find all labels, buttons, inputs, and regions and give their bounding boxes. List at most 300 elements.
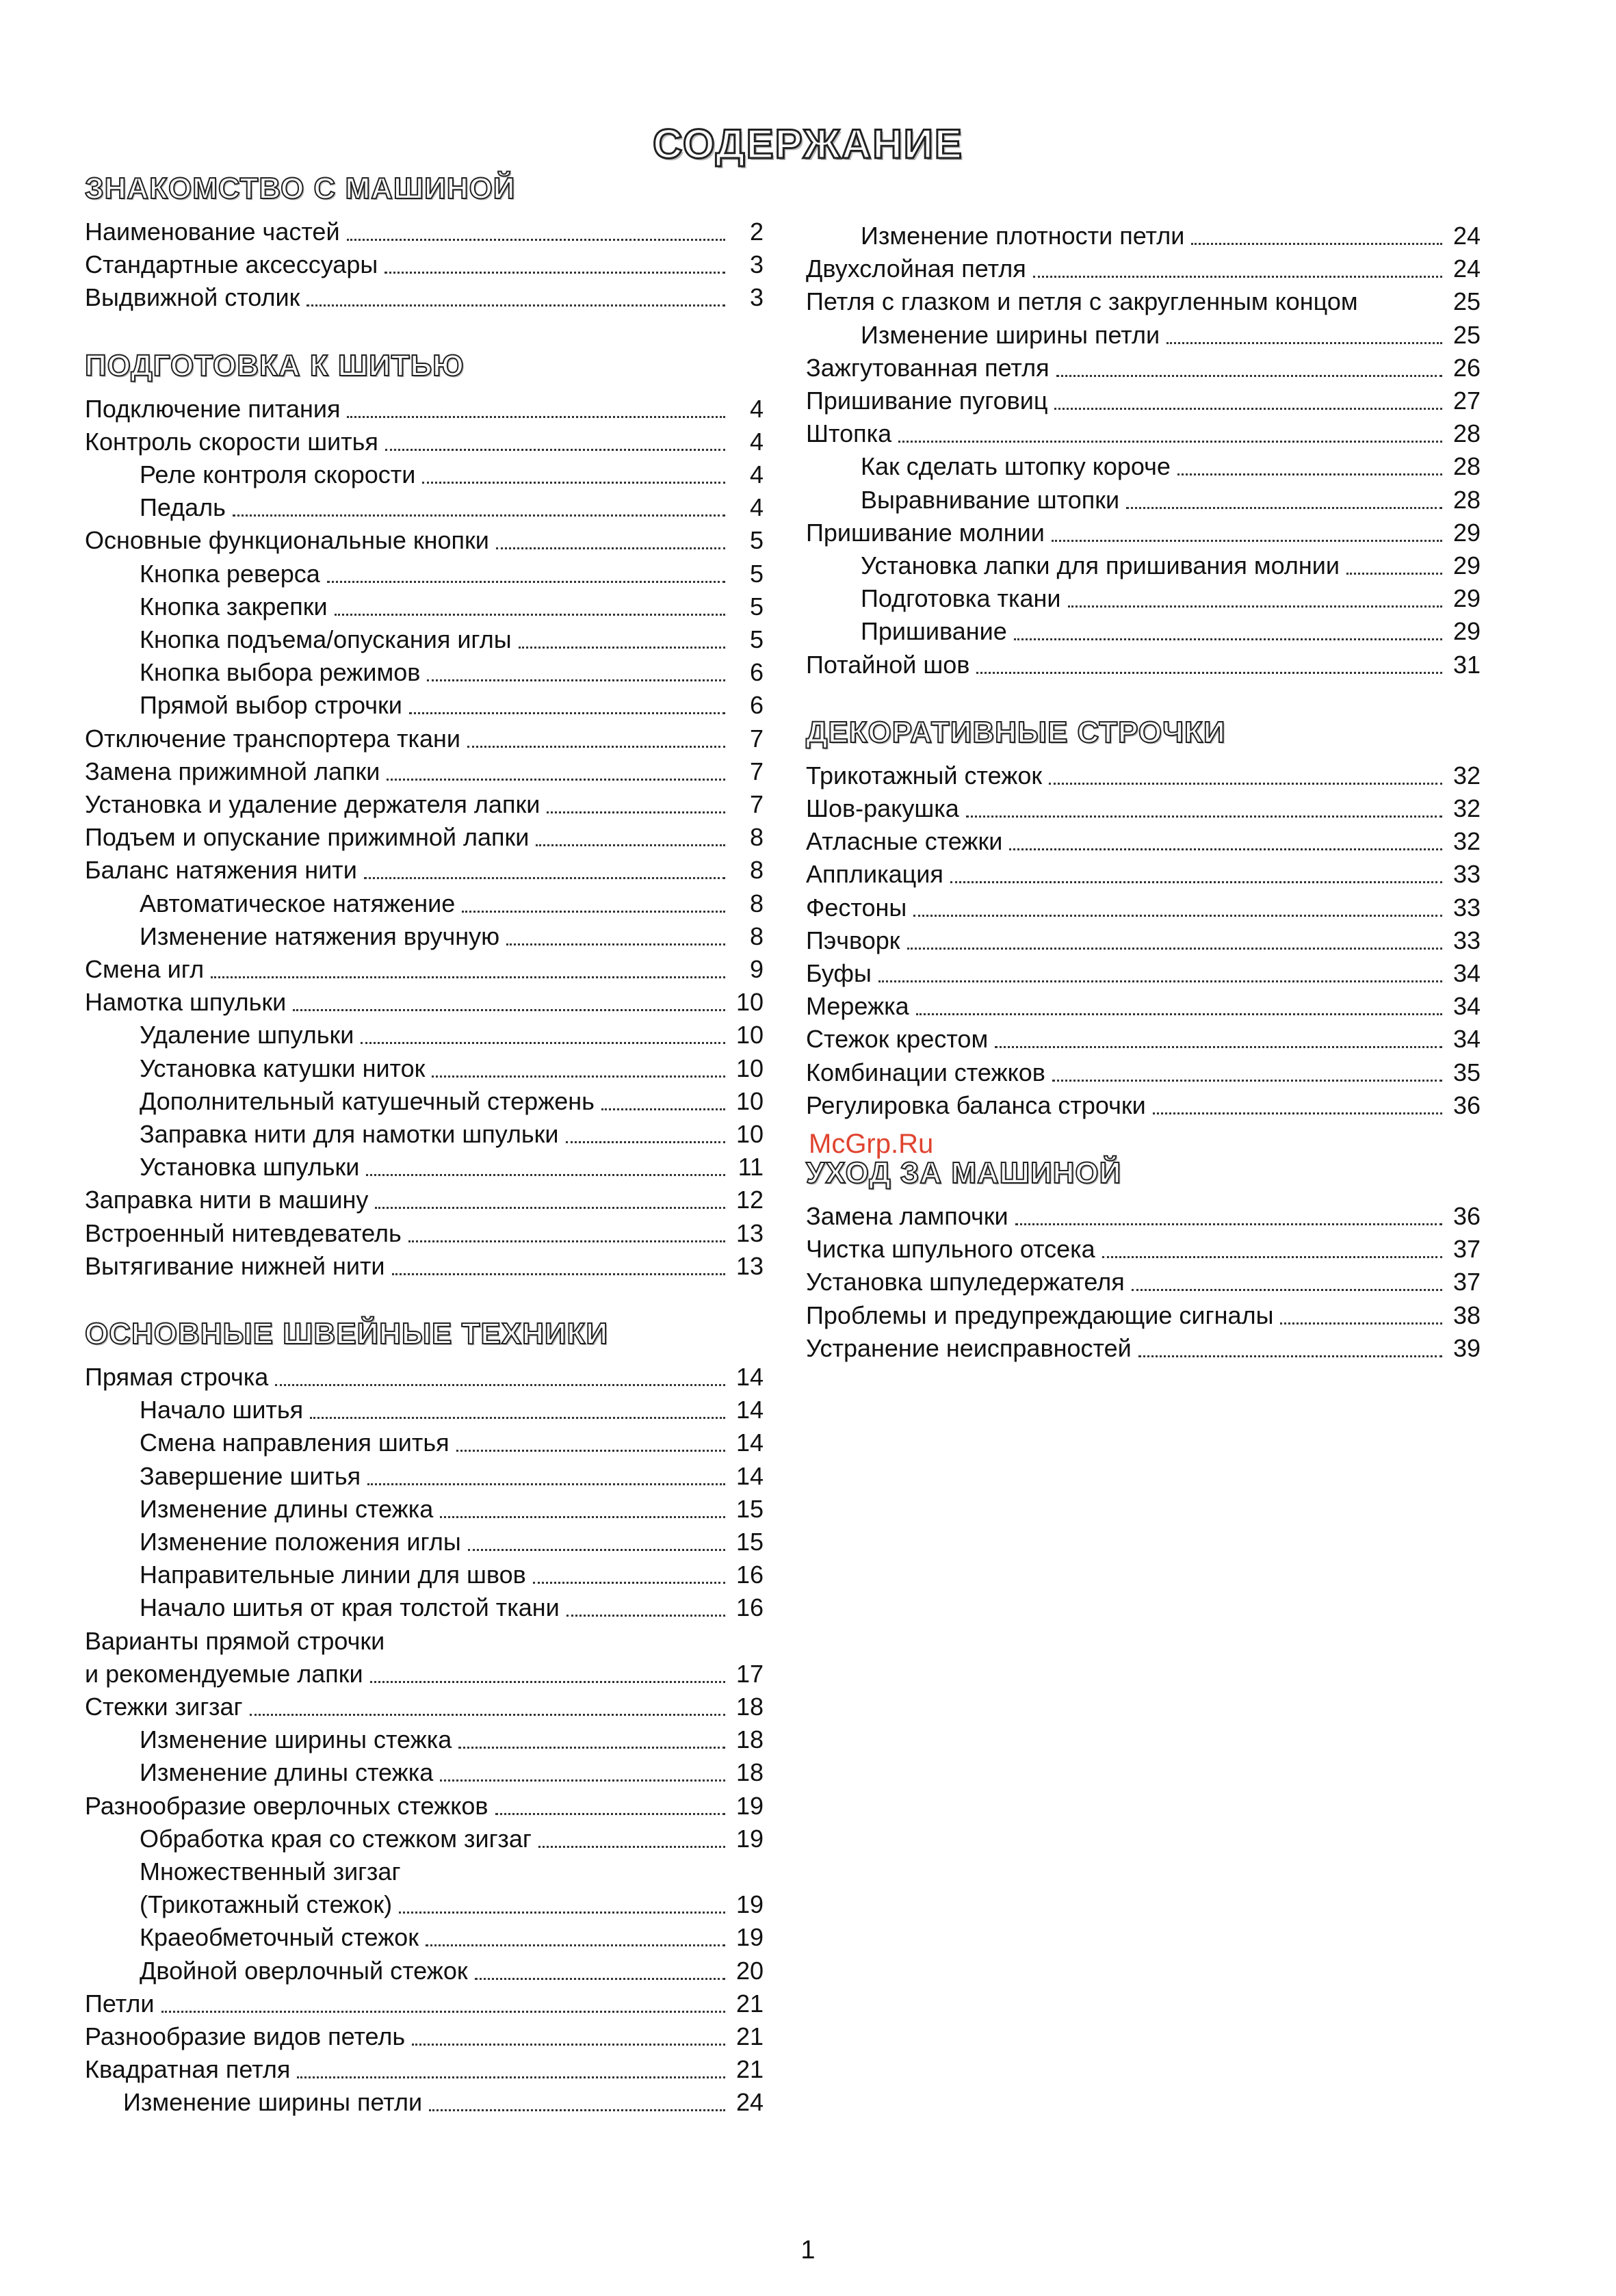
dot-leader: [250, 1707, 725, 1716]
dot-leader: [1280, 1316, 1442, 1325]
dot-leader: [429, 2102, 725, 2111]
toc-entry[interactable]: [85, 1394, 764, 1426]
dot-leader: [1049, 776, 1442, 785]
toc-entry-label: Изменение ширины петли: [123, 2088, 423, 2117]
toc-entry-page: 19: [735, 1791, 764, 1820]
toc-entry-page: 8: [749, 922, 764, 950]
dot-leader: [440, 1509, 725, 1518]
toc-entry-label: Атласные стежки: [806, 827, 1003, 856]
toc-entry-label: Кнопка подъема/опускания иглы: [140, 625, 512, 653]
toc-entry[interactable]: [85, 525, 764, 556]
toc-entry[interactable]: [85, 1493, 764, 1525]
toc-entry[interactable]: [806, 826, 1481, 857]
toc-entry-label: Изменение длины стежка: [140, 1758, 434, 1787]
toc-entry[interactable]: [85, 1626, 764, 1657]
toc-entry-page: 17: [735, 1659, 764, 1688]
toc-entry-page: 14: [735, 1396, 764, 1424]
dot-leader: [161, 2004, 725, 2013]
toc-entry-label: Чистка шпульного отсека: [806, 1235, 1095, 1264]
toc-entry-label: Подключение питания: [85, 394, 341, 423]
dot-leader: [495, 1806, 725, 1815]
dot-leader: [1126, 500, 1442, 509]
toc-entry-label: Регулировка баланса строчки: [806, 1091, 1146, 1119]
dot-leader: [422, 475, 725, 484]
toc-entry-page: 8: [749, 823, 764, 852]
toc-entry[interactable]: [806, 286, 1481, 317]
toc-entry-label: Квадратная петля: [85, 2055, 291, 2084]
toc-entry-page: 24: [1452, 222, 1481, 250]
toc-entry[interactable]: [806, 616, 1481, 647]
toc-entry-page: 28: [1452, 452, 1481, 481]
toc-entry-label: Устранение неисправностей: [806, 1333, 1132, 1362]
toc-entry[interactable]: [85, 1988, 764, 2020]
toc-entry-label: Стежки зигзаг: [85, 1693, 243, 1721]
toc-entry-page: 7: [749, 724, 764, 753]
section-heading: ОСНОВНЫЕ ШВЕЙНЫЕ ТЕХНИКИ: [85, 1317, 609, 1351]
toc-entry-label: Подготовка ткани: [861, 584, 1061, 613]
toc-entry-page: 32: [1452, 794, 1481, 822]
dot-leader: [233, 508, 725, 517]
toc-entry[interactable]: [85, 1427, 764, 1459]
toc-entry[interactable]: [85, 426, 764, 458]
toc-entry[interactable]: [85, 1559, 764, 1591]
toc-entry-label: Подъем и опускание прижимной лапки: [85, 823, 530, 852]
toc-entry[interactable]: [85, 1251, 764, 1282]
toc-entry[interactable]: [85, 987, 764, 1018]
toc-entry-label: Отключение транспортера ткани: [85, 724, 460, 753]
toc-entry-label: Установка шпуледержателя: [806, 1268, 1125, 1296]
toc-entry-label: Направительные линии для швов: [140, 1561, 526, 1589]
dot-leader: [1346, 566, 1442, 575]
dot-leader: [347, 232, 725, 241]
toc-entry-label: Зажгутованная петля: [806, 353, 1050, 382]
toc-entry[interactable]: [85, 1086, 764, 1117]
dot-leader: [533, 1575, 725, 1584]
toc-entry[interactable]: [806, 583, 1481, 614]
dot-leader: [519, 640, 725, 649]
toc-entry[interactable]: [806, 1300, 1481, 1331]
toc-entry[interactable]: [85, 1461, 764, 1492]
toc-entry-label: Потайной шов: [806, 650, 970, 679]
dot-leader: [392, 1266, 725, 1275]
toc-entry[interactable]: [85, 2054, 764, 2085]
toc-entry[interactable]: [806, 1023, 1481, 1055]
toc-entry-page: 21: [735, 2022, 764, 2050]
toc-entry[interactable]: [806, 1333, 1481, 1364]
toc-entry[interactable]: [806, 649, 1481, 681]
toc-entry-page: 25: [1452, 320, 1481, 349]
dot-leader: [1056, 368, 1442, 377]
toc-entry-page: 37: [1452, 1235, 1481, 1264]
toc-entry[interactable]: [85, 822, 764, 853]
toc-entry-page: 6: [749, 658, 764, 687]
toc-entry[interactable]: [85, 249, 764, 281]
toc-entry[interactable]: [85, 591, 764, 623]
toc-entry-page: 36: [1452, 1091, 1481, 1119]
toc-entry-page: 29: [1452, 551, 1481, 579]
toc-entry-label: Двухслойная петля: [806, 255, 1026, 283]
toc-entry-page: 34: [1452, 992, 1481, 1021]
toc-entry-page: 25: [1452, 287, 1481, 316]
toc-entry-label: Контроль скорости шитья: [85, 427, 378, 456]
toc-entry[interactable]: [806, 925, 1481, 956]
toc-entry[interactable]: [806, 991, 1481, 1022]
dot-leader: [547, 805, 725, 813]
toc-entry-label: Стежок крестом: [806, 1025, 989, 1054]
dot-leader: [409, 705, 725, 714]
toc-entry[interactable]: [85, 393, 764, 425]
toc-entry[interactable]: [85, 216, 764, 248]
toc-entry-label: Выдвижной столик: [85, 283, 300, 312]
toc-entry-label: Пришивание пуговиц: [806, 387, 1048, 415]
toc-entry[interactable]: [806, 1057, 1481, 1088]
toc-entry[interactable]: [806, 1266, 1481, 1298]
toc-entry-label: Встроенный нитевдеватель: [85, 1218, 402, 1247]
dot-leader: [426, 1938, 725, 1946]
dot-leader: [310, 1410, 725, 1419]
toc-entry[interactable]: [85, 690, 764, 721]
toc-entry-label: Как сделать штопку короче: [861, 452, 1171, 481]
page-title: СОДЕРЖАНИЕ: [653, 121, 963, 167]
dot-leader: [467, 739, 725, 748]
toc-entry-page: 2: [749, 218, 764, 246]
toc-entry-label: Пэчворк: [806, 926, 900, 954]
toc-entry[interactable]: [85, 1856, 764, 1888]
toc-entry-page: 4: [749, 394, 764, 423]
toc-entry[interactable]: [806, 859, 1481, 890]
toc-entry[interactable]: [85, 1592, 764, 1623]
toc-entry-page: 4: [749, 460, 764, 488]
dot-leader: [385, 265, 725, 274]
toc-entry-label: Кнопка выбора режимов: [140, 658, 421, 687]
toc-entry-label: Вытягивание нижней нити: [85, 1251, 385, 1280]
dot-leader: [1068, 599, 1442, 608]
toc-entry[interactable]: [85, 1151, 764, 1183]
toc-entry-page: 5: [749, 592, 764, 621]
toc-entry-label: Изменение ширины стежка: [140, 1725, 452, 1754]
dot-leader: [566, 1134, 725, 1143]
toc-entry-page: 34: [1452, 959, 1481, 987]
toc-entry-page: 32: [1452, 761, 1481, 790]
toc-entry[interactable]: [85, 1790, 764, 1822]
toc-entry-page: 10: [735, 1120, 764, 1148]
toc-entry[interactable]: [85, 1889, 764, 1920]
toc-entry[interactable]: [806, 253, 1481, 285]
toc-entry-label: Основные функциональные кнопки: [85, 526, 489, 555]
toc-entry-page: 10: [735, 988, 764, 1017]
toc-entry[interactable]: [85, 1526, 764, 1558]
dot-leader: [327, 574, 725, 583]
toc-entry-label: Прямой выбор строчки: [140, 691, 402, 720]
dot-leader: [211, 969, 725, 978]
dot-leader: [898, 434, 1442, 443]
toc-entry-page: 34: [1452, 1025, 1481, 1054]
toc-entry-label: Наименование частей: [85, 218, 340, 246]
toc-entry-page: 13: [735, 1218, 764, 1247]
dot-leader: [907, 941, 1442, 950]
toc-entry-page: 10: [735, 1021, 764, 1049]
toc-entry-label: Смена направления шитья: [140, 1429, 449, 1457]
section-heading: ДЕКОРАТИВНЫЕ СТРОЧКИ: [806, 715, 1226, 749]
toc-entry-label: Установка и удаление держателя лапки: [85, 790, 540, 818]
toc-entry-page: 16: [735, 1593, 764, 1622]
dot-leader: [462, 904, 725, 913]
dot-leader: [385, 442, 725, 451]
toc-entry-label: Штопка: [806, 419, 892, 448]
toc-entry[interactable]: [85, 2087, 764, 2118]
toc-entry-label: Изменение ширины петли: [861, 320, 1160, 349]
toc-entry[interactable]: [806, 1201, 1481, 1232]
toc-entry[interactable]: [85, 459, 764, 491]
toc-entry[interactable]: [85, 558, 764, 590]
dot-leader: [538, 1839, 725, 1848]
toc-entry-page: 32: [1452, 827, 1481, 856]
toc-entry[interactable]: [806, 385, 1481, 417]
toc-entry-page: 24: [735, 2088, 764, 2117]
toc-entry[interactable]: [85, 282, 764, 313]
toc-entry-label: Трикотажный стежок: [806, 761, 1043, 790]
toc-entry[interactable]: [806, 760, 1481, 792]
toc-entry[interactable]: [85, 2021, 764, 2052]
toc-entry[interactable]: [85, 1184, 764, 1216]
toc-entry[interactable]: [806, 220, 1481, 252]
dot-leader: [995, 1039, 1442, 1048]
toc-entry-label: Реле контроля скорости: [140, 460, 416, 488]
dot-leader: [496, 540, 725, 549]
toc-entry-page: 3: [749, 250, 764, 279]
toc-entry[interactable]: [85, 1658, 764, 1690]
toc-entry[interactable]: [85, 921, 764, 952]
toc-entry-page: 27: [1452, 387, 1481, 415]
dot-leader: [364, 870, 725, 879]
toc-entry[interactable]: [806, 451, 1481, 482]
toc-entry[interactable]: [85, 1724, 764, 1756]
toc-entry-page: 5: [749, 559, 764, 588]
dot-leader: [366, 1167, 725, 1176]
dot-leader: [293, 1002, 725, 1011]
toc-entry-label: Установка лапки для пришивания молнии: [861, 551, 1340, 579]
toc-entry-page: 36: [1452, 1202, 1481, 1230]
toc-entry[interactable]: [85, 954, 764, 985]
toc-entry-label: Завершение шитья: [140, 1461, 361, 1490]
toc-entry[interactable]: [806, 484, 1481, 516]
dot-leader: [456, 1443, 725, 1452]
toc-entry-page: 4: [749, 493, 764, 522]
toc-entry[interactable]: [806, 1234, 1481, 1265]
toc-entry-page: 15: [735, 1494, 764, 1523]
toc-entry[interactable]: [85, 1922, 764, 1953]
toc-entry-page: 29: [1452, 518, 1481, 547]
dot-leader: [536, 837, 725, 846]
toc-entry-label: Установка катушки ниток: [140, 1054, 426, 1082]
toc-entry[interactable]: [85, 1361, 764, 1393]
toc-entry-page: 24: [1452, 255, 1481, 283]
toc-entry-label: Краеобметочный стежок: [140, 1923, 419, 1952]
dot-leader: [1014, 631, 1442, 640]
dot-leader: [367, 1476, 725, 1485]
toc-entry-page: 19: [735, 1824, 764, 1853]
toc-entry[interactable]: [85, 1218, 764, 1249]
toc-entry-page: 20: [735, 1956, 764, 1985]
toc-entry-page: 16: [735, 1561, 764, 1589]
toc-entry[interactable]: [85, 1757, 764, 1788]
page-number: 1: [800, 2236, 816, 2265]
dot-leader: [427, 673, 725, 681]
dot-leader: [950, 874, 1442, 883]
toc-entry[interactable]: [806, 319, 1481, 351]
toc-entry-label: Дополнительный катушечный стержень: [140, 1086, 595, 1115]
toc-entry[interactable]: [85, 624, 764, 655]
toc-entry-label: Заправка нити для намотки шпульки: [140, 1120, 559, 1148]
toc-entry-label: Изменение натяжения вручную: [140, 922, 500, 950]
toc-entry-label: Удаление шпульки: [140, 1021, 354, 1049]
toc-entry[interactable]: [85, 789, 764, 820]
dot-leader: [1033, 269, 1442, 278]
dot-leader: [1138, 1348, 1442, 1357]
dot-leader: [432, 1069, 725, 1078]
toc-entry-label: Множественный зигзаг: [140, 1857, 401, 1886]
toc-entry[interactable]: [806, 550, 1481, 582]
toc-entry[interactable]: [85, 756, 764, 787]
toc-entry-label: Кнопка закрепки: [140, 592, 328, 621]
toc-entry-page: 18: [735, 1693, 764, 1721]
toc-entry-label: Мережка: [806, 992, 909, 1021]
dot-leader: [412, 2037, 725, 2046]
toc-entry-page: 37: [1452, 1268, 1481, 1296]
toc-entry[interactable]: [806, 418, 1481, 449]
dot-leader: [1054, 401, 1442, 410]
toc-entry-label: (Трикотажный стежок): [140, 1890, 393, 1919]
toc-entry-label: и рекомендуемые лапки: [85, 1659, 363, 1688]
toc-entry-page: 28: [1452, 485, 1481, 514]
dot-leader: [387, 772, 725, 781]
toc-entry-label: Шов-ракушка: [806, 794, 959, 822]
toc-entry-page: 7: [749, 790, 764, 818]
toc-entry-page: 29: [1452, 617, 1481, 646]
toc-entry-page: 38: [1452, 1301, 1481, 1329]
toc-entry[interactable]: [806, 1090, 1481, 1121]
dot-leader: [408, 1234, 725, 1242]
toc-entry-label: Смена игл: [85, 955, 205, 983]
toc-entry-label: Фестоны: [806, 893, 907, 922]
toc-entry[interactable]: [85, 657, 764, 688]
dot-leader: [966, 809, 1442, 818]
toc-entry-page: 10: [735, 1054, 764, 1082]
dot-leader: [1015, 1216, 1442, 1225]
toc-entry-label: Изменение длины стежка: [140, 1494, 434, 1523]
toc-entry[interactable]: [85, 855, 764, 886]
toc-entry[interactable]: [806, 352, 1481, 384]
toc-entry-page: 15: [735, 1528, 764, 1556]
toc-entry-label: Варианты прямой строчки: [85, 1626, 385, 1655]
section-heading: ПОДГОТОВКА К ШИТЬЮ: [85, 348, 465, 382]
dot-leader: [1009, 842, 1442, 850]
dot-leader: [1153, 1106, 1442, 1114]
dot-leader: [1052, 533, 1442, 542]
toc-entry-label: Двойной оверлочный стежок: [140, 1956, 468, 1985]
toc-entry-label: Пришивание молнии: [806, 518, 1045, 547]
dot-leader: [399, 1905, 725, 1914]
toc-entry-page: 3: [749, 283, 764, 312]
toc-entry[interactable]: [806, 958, 1481, 989]
toc-entry[interactable]: [85, 723, 764, 755]
toc-entry-label: Замена лампочки: [806, 1202, 1008, 1230]
dot-leader: [506, 937, 725, 945]
dot-leader: [468, 1542, 725, 1551]
dot-leader: [1167, 335, 1442, 344]
section-heading: ЗНАКОМСТВО С МАШИНОЙ: [85, 172, 516, 205]
toc-entry-label: Намотка шпульки: [85, 988, 287, 1017]
toc-entry[interactable]: [85, 888, 764, 919]
dot-leader: [601, 1101, 725, 1110]
dot-leader: [878, 974, 1442, 982]
toc-entry-label: Петля с глазком и петля с закругленным концом: [806, 287, 1358, 316]
toc-entry-page: 14: [735, 1363, 764, 1391]
toc-entry-page: 14: [735, 1429, 764, 1457]
dot-leader: [976, 665, 1442, 674]
toc-entry[interactable]: [85, 1053, 764, 1084]
watermark: McGrp.Ru: [809, 1129, 934, 1159]
toc-entry-page: 10: [735, 1086, 764, 1115]
toc-entry-page: 29: [1452, 584, 1481, 613]
toc-entry-label: Петли: [85, 1989, 155, 2018]
toc-entry[interactable]: [85, 492, 764, 523]
toc-entry-page: 12: [735, 1186, 764, 1214]
toc-entry-page: 5: [749, 625, 764, 653]
toc-entry-page: 18: [735, 1725, 764, 1754]
dot-leader: [1102, 1249, 1442, 1258]
dot-leader: [1191, 236, 1442, 245]
toc-entry[interactable]: [806, 517, 1481, 549]
toc-entry-page: 33: [1452, 893, 1481, 922]
toc-entry[interactable]: [806, 892, 1481, 924]
toc-entry[interactable]: [85, 1019, 764, 1051]
dot-leader: [275, 1377, 725, 1386]
toc-entry-page: 13: [735, 1251, 764, 1280]
dot-leader: [370, 1674, 725, 1683]
dot-leader: [297, 2070, 725, 2078]
toc-entry-label: Разнообразие видов петель: [85, 2022, 406, 2050]
dot-leader: [1177, 467, 1442, 475]
dot-leader: [335, 607, 725, 616]
toc-entry-page: 8: [749, 889, 764, 917]
toc-entry[interactable]: [806, 793, 1481, 824]
toc-entry-page: 33: [1452, 926, 1481, 954]
dot-leader: [361, 1035, 725, 1044]
toc-entry-page: 26: [1452, 353, 1481, 382]
toc-entry-label: Заправка нити в машину: [85, 1186, 369, 1214]
toc-entry-page: 14: [735, 1461, 764, 1490]
toc-entry-page: 33: [1452, 860, 1481, 889]
toc-entry-page: 19: [735, 1890, 764, 1919]
toc-entry[interactable]: [85, 1823, 764, 1855]
toc-entry-label: Комбинации стежков: [806, 1058, 1045, 1086]
dot-leader: [913, 908, 1442, 917]
toc-entry-page: 21: [735, 1989, 764, 2018]
toc-entry-label: Педаль: [140, 493, 226, 522]
toc-entry[interactable]: [85, 1691, 764, 1723]
dot-leader: [566, 1608, 725, 1617]
toc-entry-label: Разнообразие оверлочных стежков: [85, 1791, 488, 1820]
dot-leader: [440, 1773, 725, 1782]
toc-entry-label: Проблемы и предупреждающие сигналы: [806, 1301, 1274, 1329]
toc-entry-label: Обработка края со стежком зигзаг: [140, 1824, 532, 1853]
toc-entry-label: Замена прижимной лапки: [85, 757, 380, 785]
toc-entry[interactable]: [85, 1119, 764, 1150]
toc-entry[interactable]: [85, 1955, 764, 1987]
toc-entry-label: Стандартные аксессуары: [85, 250, 378, 279]
toc-entry-page: 6: [749, 691, 764, 720]
